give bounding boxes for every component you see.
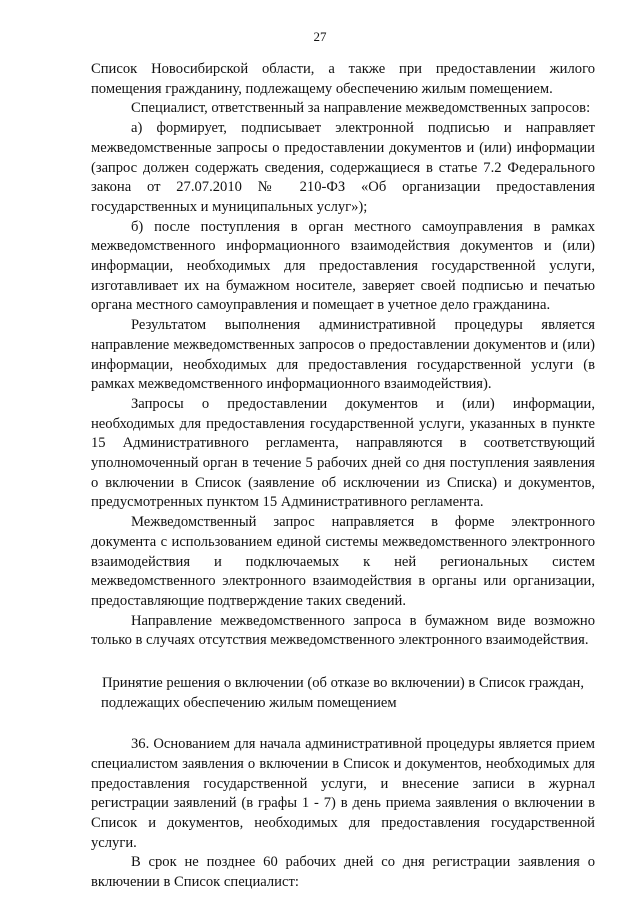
paragraph-60-days: В срок не позднее 60 рабочих дней со дня регистрации заявления о включении в Список специалист: bbox=[91, 854, 595, 891]
paragraph-item-a: а) формирует, подписывает электронной подписью и направляет межведомственные запросы о предоставлении документов и (или) информации (запрос должен содержать сведения, содержащиеся в статье 7.2 Федерального закона от 27.07.2010 № 210-ФЗ «Об организации предоставления государственных и муниципальных услуг»); bbox=[91, 120, 595, 215]
page-number: 27 bbox=[313, 29, 327, 44]
paragraph-36: 36. Основанием для начала административной процедуры является прием специалистом заявления о включении в Список и документов, необходимых для предоставления государственной услуги, и внесение записи в журнал регистрации заявлений (в графы 1 - 7) в день приема заявления о включении в Список и документов, необходимых для предоставления государственной услуги. bbox=[91, 736, 595, 851]
paragraph-procedure-result: Результатом выполнения административной процедуры является направление межведомственных запросов о предоставлении документов и (или) информации, необходимых для предоставления государственной услуги (в рамках межведомственного информационного взаимодействия). bbox=[91, 317, 595, 393]
paragraph-requests-deadline: Запросы о предоставлении документов и (или) информации, необходимых для предоставления государственной услуги, указанных в пункте 15 Административного регламента, направляются в соответствующий уполномоченный орган в течение 5 рабочих дней со дня поступления заявления о включении в Список (заявление об исключении из Списка) и документов, предусмотренных пунктом 15 Административного регламента. bbox=[91, 395, 595, 511]
paragraph-item-b: б) после поступления в орган местного самоуправления в рамках межведомственного информационного взаимодействия документов и (или) информации, необходимых для предоставления государственной услуги, изготавливает их на бумажном носителе, заверяет своей подписью и печатью органа местного самоуправления и помещает в учетное дело гражданина. bbox=[91, 218, 595, 314]
paragraph-electronic-request: Межведомственный запрос направляется в форме электронного документа с использованием единой системы межведомственного электронного взаимодействия и подключаемых к ней региональных систем межведомственного электронного взаимодействия в органы или организации, предоставляющие подтверждение таких сведений. bbox=[91, 514, 595, 609]
paragraph-paper-request: Направление межведомственного запроса в бумажном виде возможно только в случаях отсутствия межведомственного электронного взаимодействия. bbox=[91, 612, 595, 649]
document-body bbox=[91, 60, 595, 893]
section-heading: Принятие решения о включении (об отказе во включении) в Список граждан, подлежащих обеспечению жилым помещением bbox=[101, 675, 585, 712]
paragraph-continuation: Список Новосибирской области, а также при предоставлении жилого помещения гражданину, подлежащему обеспечению жилым помещением. bbox=[91, 61, 595, 97]
paragraph-specialist-requests: Специалист, ответственный за направление межведомственных запросов: bbox=[131, 100, 591, 117]
